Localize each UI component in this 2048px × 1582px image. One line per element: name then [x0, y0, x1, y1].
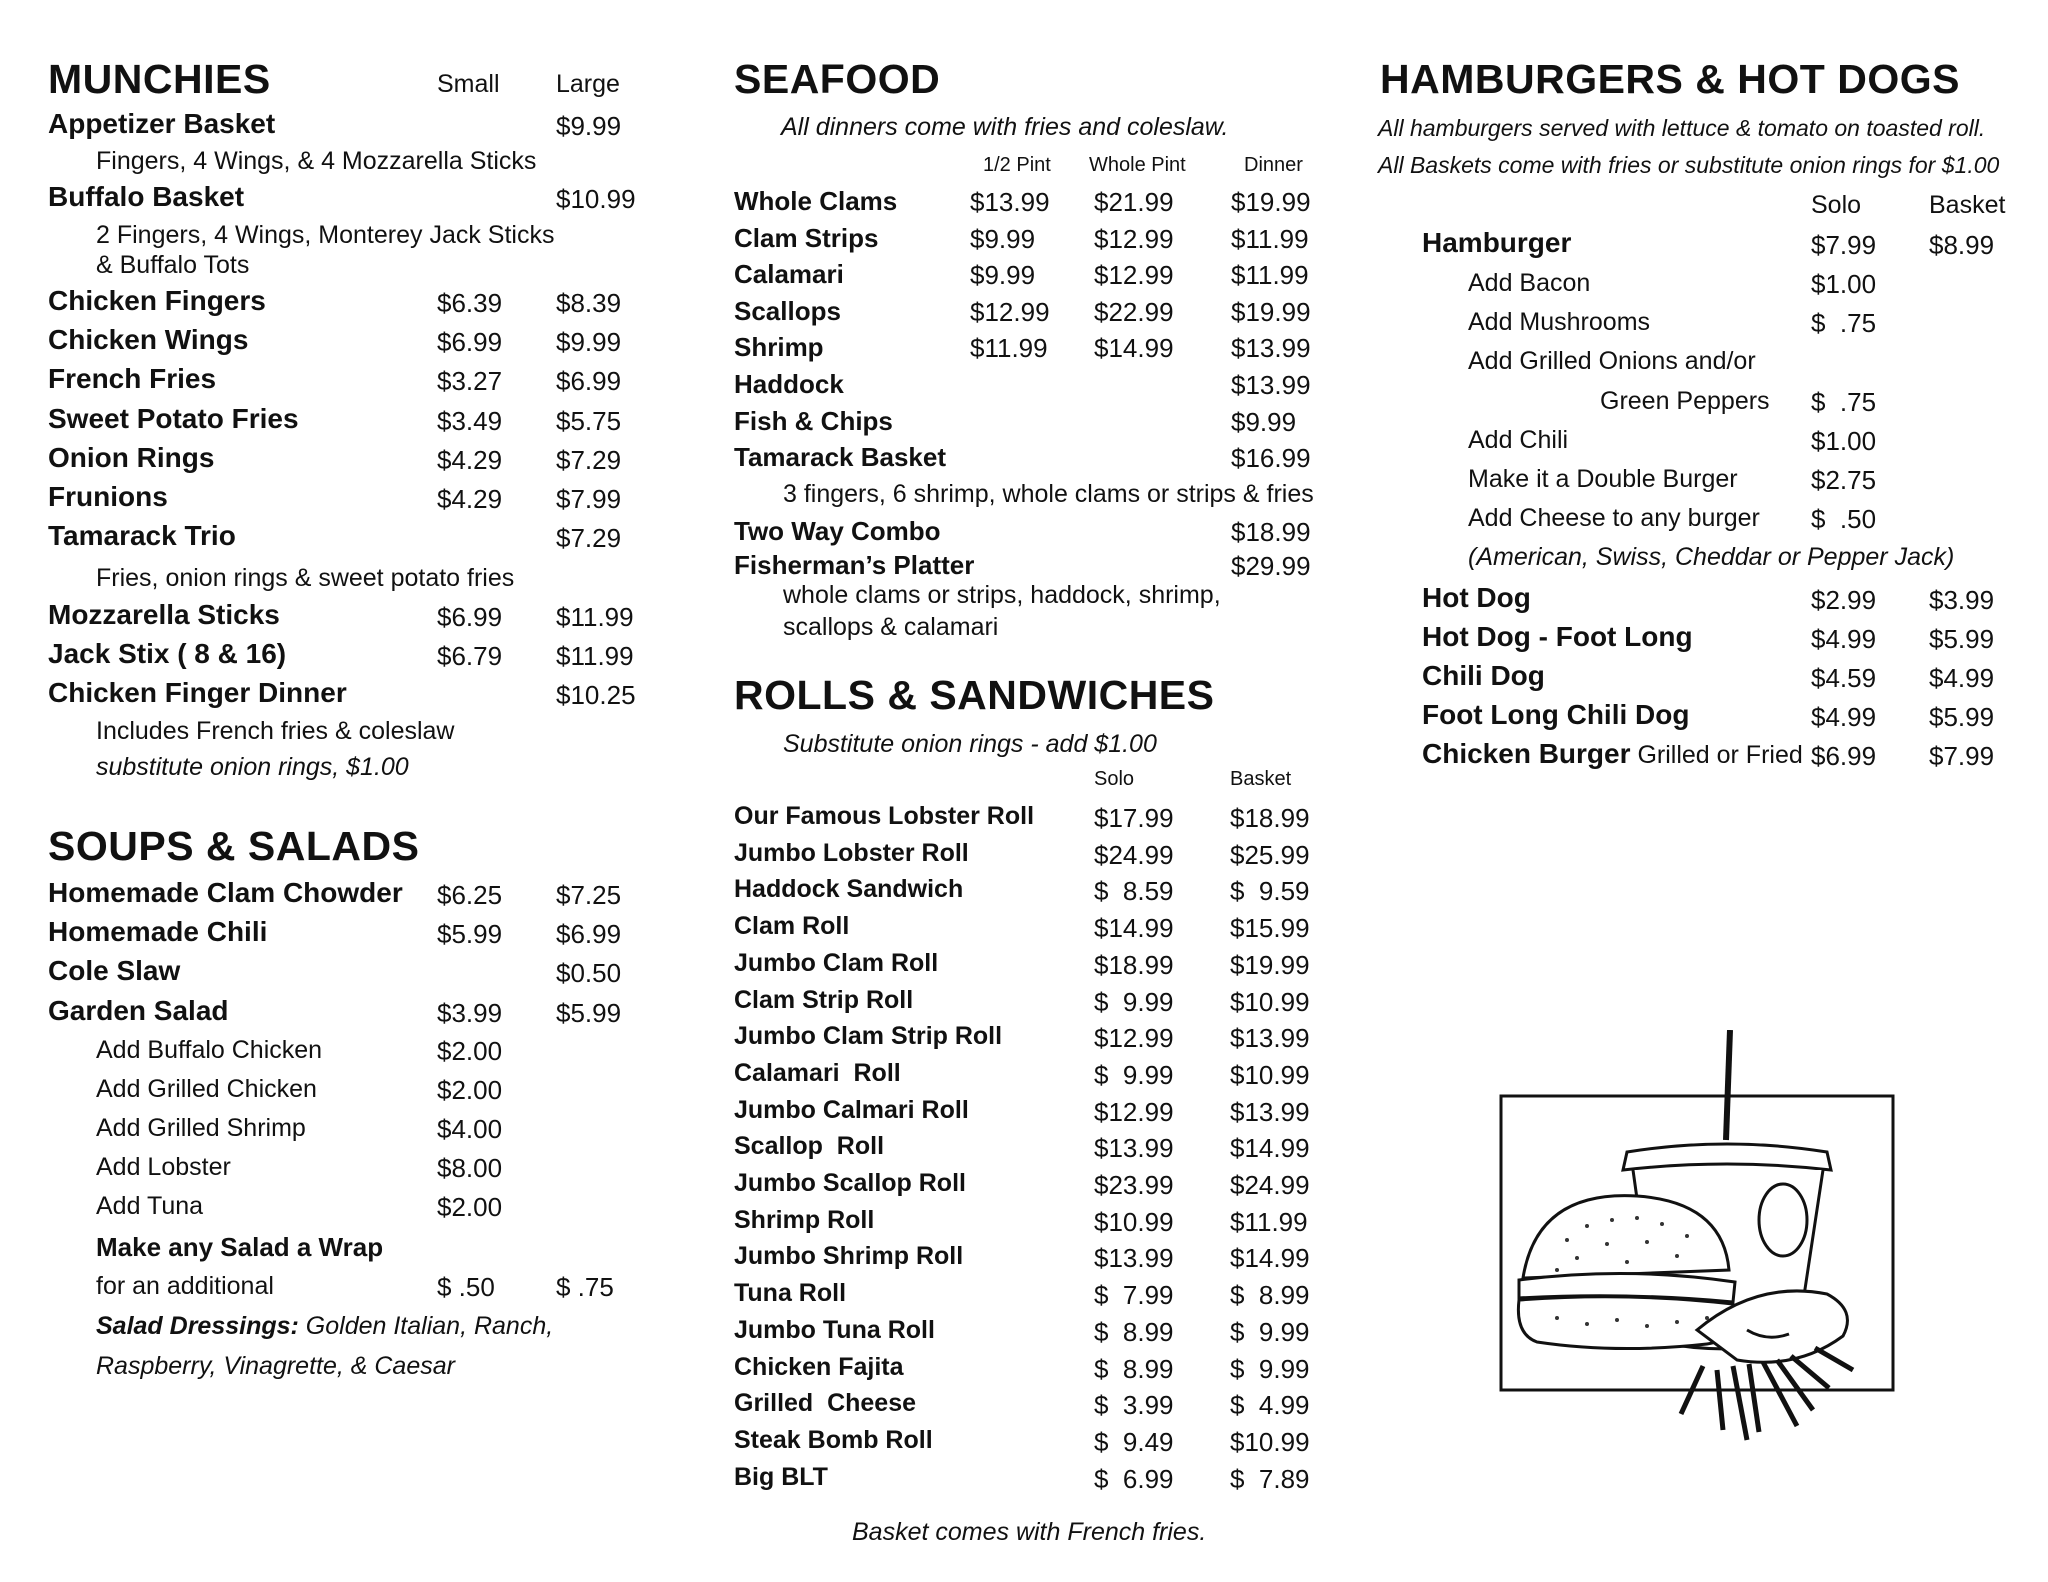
- menu-item-price-small: $5.99: [437, 919, 503, 949]
- menu-item-name: Shrimp Roll: [734, 1206, 875, 1234]
- menu-item-name: Jumbo Calmari Roll: [734, 1096, 969, 1124]
- addon-price: $2.75: [1811, 465, 1877, 495]
- price-basket: $25.99: [1230, 840, 1310, 870]
- wrap-price-small: $ .50: [437, 1272, 495, 1302]
- menu-item-description: Fries, onion rings & sweet potato fries: [96, 564, 515, 592]
- menu-item-description: scallops & calamari: [783, 613, 999, 641]
- addon-name: Green Peppers: [1600, 387, 1770, 415]
- price-whole-pint: $12.99: [1094, 224, 1174, 254]
- seafood-title: SEAFOOD: [734, 56, 941, 102]
- menu-item-description: 3 fingers, 6 shrimp, whole clams or strips & fries: [783, 480, 1314, 508]
- menu-item-price-large: $10.99: [556, 184, 636, 214]
- menu-item-description: & Buffalo Tots: [96, 251, 250, 279]
- menu-item-note: substitute onion rings, $1.00: [96, 753, 409, 781]
- menu-item-price-small: $3.99: [437, 998, 503, 1028]
- seafood-note: All dinners come with fries and coleslaw.: [781, 113, 1229, 141]
- price-solo: $ 9.49: [1094, 1427, 1174, 1457]
- price-solo: $ 8.99: [1094, 1317, 1174, 1347]
- menu-item-name: Steak Bomb Roll: [734, 1426, 933, 1454]
- addon-price: $2.00: [437, 1075, 503, 1105]
- price-solo: $13.99: [1094, 1243, 1174, 1273]
- menu-item-name: Clam Strip Roll: [734, 986, 914, 1014]
- price-dinner: $16.99: [1231, 443, 1311, 473]
- burger-patty: [1518, 1297, 1733, 1349]
- menu-item-price-small: $6.79: [437, 641, 503, 671]
- menu-item-description: 2 Fingers, 4 Wings, Monterey Jack Sticks: [96, 221, 555, 249]
- price-basket: $ 9.59: [1230, 876, 1310, 906]
- menu-item-name: Two Way Combo: [734, 516, 941, 546]
- price-dinner: $19.99: [1231, 187, 1311, 217]
- price-solo: $ 8.59: [1094, 876, 1174, 906]
- rolls-title: ROLLS & SANDWICHES: [734, 672, 1215, 718]
- price-basket: $10.99: [1230, 987, 1310, 1017]
- addon-name: Add Grilled Shrimp: [96, 1114, 306, 1142]
- menu-item-name: Homemade Chili: [48, 916, 268, 947]
- addon-price: $ .75: [1811, 387, 1877, 417]
- price-half-pint: $11.99: [970, 333, 1048, 363]
- menu-item-price-small: $3.27: [437, 366, 503, 396]
- price-solo: $7.99: [1811, 230, 1877, 260]
- price-half-pint: $9.99: [970, 224, 1036, 254]
- menu-item-description: Includes French fries & coleslaw: [96, 717, 455, 745]
- addon-price: $1.00: [1811, 269, 1877, 299]
- price-basket: $10.99: [1230, 1060, 1310, 1090]
- menu-item-name: Chicken Finger Dinner: [48, 677, 347, 708]
- menu-item-name: Tamarack Trio: [48, 520, 236, 551]
- wrap-line: for an additional: [96, 1272, 274, 1300]
- price-basket: $ 9.99: [1230, 1317, 1310, 1347]
- addon-price: $1.00: [1811, 426, 1877, 456]
- menu-item-price-large: $9.99: [556, 111, 622, 141]
- menu-item-name: Jumbo Scallop Roll: [734, 1169, 966, 1197]
- addon-price: $8.00: [437, 1153, 503, 1183]
- menu-item-name: Jumbo Tuna Roll: [734, 1316, 935, 1344]
- price-basket: $3.99: [1929, 585, 1995, 615]
- menu-item-name: Fish & Chips: [734, 406, 893, 436]
- price-solo: $4.99: [1811, 702, 1877, 732]
- menu-item-name: Jumbo Clam Roll: [734, 949, 939, 977]
- addon-price: $4.00: [437, 1114, 503, 1144]
- price-basket: $10.99: [1230, 1427, 1310, 1457]
- menu-item-name: Our Famous Lobster Roll: [734, 802, 1035, 830]
- menu-item-price-large: $10.25: [556, 680, 636, 710]
- rolls-footer: Basket comes with French fries.: [852, 1518, 1207, 1546]
- price-whole-pint: $12.99: [1094, 260, 1174, 290]
- menu-item-name: Buffalo Basket: [48, 181, 245, 212]
- price-basket: $7.99: [1929, 741, 1995, 771]
- menu-item-price-small: $6.25: [437, 880, 503, 910]
- price-whole-pint: $22.99: [1094, 297, 1174, 327]
- burger-fries-drink-illustration: [1497, 1030, 2011, 1455]
- menu-item-price-small: $6.39: [437, 288, 503, 318]
- menu-item-name: Cole Slaw: [48, 955, 181, 986]
- menu-item-name: Scallop Roll: [734, 1132, 885, 1160]
- price-solo: $ 9.99: [1094, 1060, 1174, 1090]
- addon-name: Add Tuna: [96, 1192, 204, 1220]
- price-dinner: $11.99: [1231, 260, 1309, 290]
- menu-item-name: Fisherman’s Platter: [734, 550, 975, 580]
- menu-item-name: Hot Dog - Foot Long: [1422, 621, 1693, 652]
- col-solo-header: Solo: [1811, 191, 1862, 219]
- price-solo: $12.99: [1094, 1023, 1174, 1053]
- cup-lid: [1623, 1144, 1831, 1170]
- col-small-header: Small: [437, 70, 500, 98]
- price-dinner: $9.99: [1231, 407, 1297, 437]
- price-solo: $14.99: [1094, 913, 1174, 943]
- menu-item-name: Clam Roll: [734, 912, 850, 940]
- price-dinner: $18.99: [1231, 517, 1311, 547]
- col-solo-header: Solo: [1094, 768, 1135, 790]
- soups-title: SOUPS & SALADS: [48, 823, 420, 869]
- salad-dressings-list-2: Raspberry, Vinagrette, & Caesar: [96, 1352, 455, 1380]
- price-whole-pint: $14.99: [1094, 333, 1174, 363]
- munchies-title: MUNCHIES: [48, 56, 271, 102]
- burgers-note-1: All hamburgers served with lettuce & tomato on toasted roll.: [1378, 115, 1986, 141]
- price-solo: $ 9.99: [1094, 987, 1174, 1017]
- menu-item-price-small: $6.99: [437, 602, 503, 632]
- menu-item-description: whole clams or strips, haddock, shrimp,: [783, 581, 1221, 609]
- addon-name: Add Buffalo Chicken: [96, 1036, 323, 1064]
- menu-item-name: Scallops: [734, 296, 841, 326]
- price-dinner: $13.99: [1231, 333, 1311, 363]
- price-basket: $19.99: [1230, 950, 1310, 980]
- addon-name: Add Grilled Chicken: [96, 1075, 317, 1103]
- price-solo: $18.99: [1094, 950, 1174, 980]
- price-basket: $14.99: [1230, 1133, 1310, 1163]
- food-drawing: [1497, 1030, 2011, 1455]
- menu-item-name: Onion Rings: [48, 442, 215, 473]
- menu-item-name: Jack Stix ( 8 & 16): [48, 638, 287, 669]
- price-basket: $24.99: [1230, 1170, 1310, 1200]
- menu-item-name: Grilled Cheese: [734, 1389, 917, 1417]
- price-basket: $ 9.99: [1230, 1354, 1310, 1384]
- menu-item-name: Garden Salad: [48, 995, 229, 1026]
- price-basket: $11.99: [1230, 1207, 1308, 1237]
- salad-dressings-label: Salad Dressings:: [96, 1312, 299, 1340]
- rolls-note: Substitute onion rings - add $1.00: [783, 730, 1157, 758]
- menu-item-price-large: $7.29: [556, 445, 622, 475]
- price-solo: $ 6.99: [1094, 1464, 1174, 1494]
- col-whole-pint-header: Whole Pint: [1089, 154, 1186, 176]
- addon-price: $2.00: [437, 1036, 503, 1066]
- addon-name: Add Bacon: [1468, 269, 1591, 297]
- menu-item-name: Chicken Fajita: [734, 1353, 904, 1381]
- price-solo: $12.99: [1094, 1097, 1174, 1127]
- menu-item-price-large: $6.99: [556, 919, 622, 949]
- addon-name: Add Cheese to any burger: [1468, 504, 1760, 532]
- addon-price: $ .50: [1811, 504, 1877, 534]
- menu-item-price-large: $7.99: [556, 484, 622, 514]
- menu-item-name: Haddock: [734, 369, 844, 399]
- menu-item-name: Whole Clams: [734, 186, 898, 216]
- price-basket: $18.99: [1230, 803, 1310, 833]
- price-basket: $13.99: [1230, 1097, 1310, 1127]
- price-solo: $4.59: [1811, 663, 1877, 693]
- price-solo: $2.99: [1811, 585, 1877, 615]
- addon-name: Add Mushrooms: [1468, 308, 1651, 336]
- chicken-burger-row: [1422, 738, 1803, 770]
- price-half-pint: $13.99: [970, 187, 1050, 217]
- col-basket-header: Basket: [1929, 191, 2006, 219]
- menu-item-price-large: $11.99: [556, 602, 634, 632]
- menu-item-name: Frunions: [48, 481, 168, 512]
- salad-dressings: [96, 1312, 553, 1341]
- price-basket: $13.99: [1230, 1023, 1310, 1053]
- menu-item-name: Mozzarella Sticks: [48, 599, 280, 630]
- price-dinner: $19.99: [1231, 297, 1311, 327]
- price-half-pint: $9.99: [970, 260, 1036, 290]
- menu-item-price-small: $3.49: [437, 406, 503, 436]
- menu-item-name: Chicken Burger: [1422, 738, 1631, 769]
- price-basket: $ 4.99: [1230, 1390, 1310, 1420]
- straw: [1726, 1030, 1730, 1140]
- menu-item-name: Appetizer Basket: [48, 108, 276, 139]
- price-dinner: $29.99: [1231, 551, 1311, 581]
- price-basket: $4.99: [1929, 663, 1995, 693]
- col-dinner-header: Dinner: [1244, 154, 1303, 176]
- price-basket: $5.99: [1929, 702, 1995, 732]
- price-dinner: $13.99: [1231, 370, 1311, 400]
- menu-item-name: Jumbo Lobster Roll: [734, 839, 969, 867]
- price-solo: $4.99: [1811, 624, 1877, 654]
- price-basket: $5.99: [1929, 624, 1995, 654]
- menu-item-name: Calamari Roll: [734, 1059, 901, 1087]
- col-large-header: Large: [556, 70, 620, 98]
- menu-item-name: Hamburger: [1422, 227, 1572, 258]
- wrap-title: Make any Salad a Wrap: [96, 1232, 384, 1262]
- menu-item-name: Tuna Roll: [734, 1279, 847, 1307]
- price-basket: $8.99: [1929, 230, 1995, 260]
- menu-item-name: Homemade Clam Chowder: [48, 877, 403, 908]
- addon-name: Add Chili: [1468, 426, 1569, 454]
- addon-name: Make it a Double Burger: [1468, 465, 1738, 493]
- menu-item-name: Chicken Wings: [48, 324, 249, 355]
- salad-dressings-list: Golden Italian, Ranch,: [298, 1312, 554, 1340]
- menu-item-price-large: $8.39: [556, 288, 622, 318]
- menu-item-name: Sweet Potato Fries: [48, 403, 299, 434]
- menu-item-price-large: $7.25: [556, 880, 622, 910]
- col-half-pint-header: 1/2 Pint: [983, 154, 1051, 176]
- menu-item-name: Tamarack Basket: [734, 442, 946, 472]
- menu-item-name: Calamari: [734, 259, 844, 289]
- menu-item-price-small: $4.29: [437, 484, 503, 514]
- menu-item-name: Big BLT: [734, 1463, 828, 1491]
- price-solo: $23.99: [1094, 1170, 1174, 1200]
- price-basket: $ 7.89: [1230, 1464, 1310, 1494]
- menu-item-price-large: $11.99: [556, 641, 634, 671]
- addon-name: Add Grilled Onions and/or: [1468, 347, 1756, 375]
- price-solo: $6.99: [1811, 741, 1877, 771]
- menu-item-price-large: $5.75: [556, 406, 622, 436]
- menu-item-name: French Fries: [48, 363, 217, 394]
- price-basket: $15.99: [1230, 913, 1310, 943]
- price-solo: $ 8.99: [1094, 1354, 1174, 1384]
- addon-price: $ .75: [1811, 308, 1877, 338]
- menu-item-name: Clam Strips: [734, 223, 879, 253]
- price-half-pint: $12.99: [970, 297, 1050, 327]
- menu-item-description: Fingers, 4 Wings, & 4 Mozzarella Sticks: [96, 147, 537, 175]
- menu-item-name: Haddock Sandwich: [734, 875, 964, 903]
- menu-item-price-large: $6.99: [556, 366, 622, 396]
- price-dinner: $11.99: [1231, 224, 1309, 254]
- col-basket-header: Basket: [1230, 768, 1292, 790]
- wrap-price-large: $ .75: [556, 1272, 614, 1302]
- menu-item-price-large: $5.99: [556, 998, 622, 1028]
- menu-item-name: Foot Long Chili Dog: [1422, 699, 1690, 730]
- price-whole-pint: $21.99: [1094, 187, 1174, 217]
- price-solo: $13.99: [1094, 1133, 1174, 1163]
- addon-name: Add Lobster: [96, 1153, 231, 1181]
- price-basket: $ 8.99: [1230, 1280, 1310, 1310]
- menu-item-price-small: $4.29: [437, 445, 503, 475]
- price-solo: $ 7.99: [1094, 1280, 1174, 1310]
- menu-item-price-large: $7.29: [556, 523, 622, 553]
- menu-item-name: Hot Dog: [1422, 582, 1531, 613]
- menu-item-price-large: $0.50: [556, 958, 622, 988]
- menu-item-name: Chili Dog: [1422, 660, 1545, 691]
- menu-item-price-small: $6.99: [437, 327, 503, 357]
- menu-item-name: Jumbo Clam Strip Roll: [734, 1022, 1003, 1050]
- menu-item-option: Grilled or Fried: [1630, 741, 1803, 769]
- menu-item-name: Jumbo Shrimp Roll: [734, 1242, 964, 1270]
- menu-item-price-large: $9.99: [556, 327, 622, 357]
- price-solo: $ 3.99: [1094, 1390, 1174, 1420]
- price-solo: $17.99: [1094, 803, 1174, 833]
- menu-item-name: Chicken Fingers: [48, 285, 266, 316]
- price-basket: $14.99: [1230, 1243, 1310, 1273]
- cheese-note: (American, Swiss, Cheddar or Pepper Jack): [1468, 543, 1955, 571]
- burgers-title: HAMBURGERS & HOT DOGS: [1380, 56, 1960, 102]
- burgers-note-2: All Baskets come with fries or substitute onion rings for $1.00: [1378, 152, 2000, 178]
- addon-price: $2.00: [437, 1192, 503, 1222]
- price-solo: $10.99: [1094, 1207, 1174, 1237]
- price-solo: $24.99: [1094, 840, 1174, 870]
- menu-item-name: Shrimp: [734, 332, 824, 362]
